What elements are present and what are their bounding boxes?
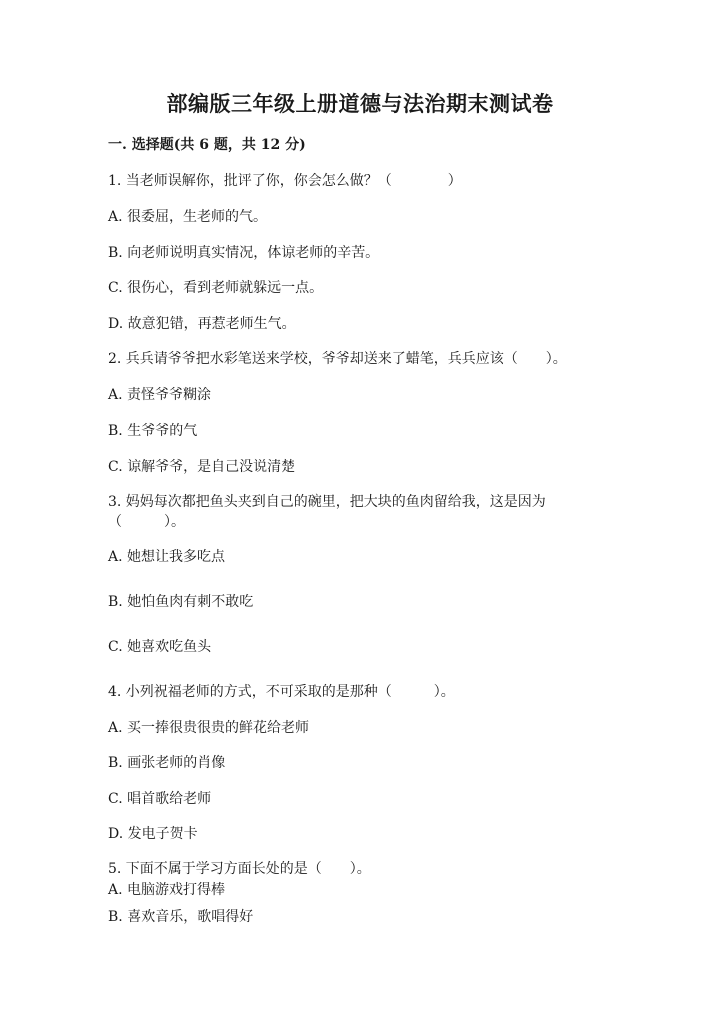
question-3-option-a: A. 她想让我多吃点 — [108, 549, 226, 565]
question-2-stem: 2. 兵兵请爷爷把水彩笔送来学校，爷爷却送来了蜡笔，兵兵应该（ ）。 — [108, 351, 567, 367]
question-4-option-b: B. 画张老师的肖像 — [108, 755, 226, 771]
question-4-option-a: A. 买一捧很贵很贵的鲜花给老师 — [108, 720, 310, 736]
question-4-option-c: C. 唱首歌给老师 — [108, 791, 212, 807]
question-1-option-a: A. 很委屈，生老师的气。 — [108, 209, 268, 225]
question-1-option-c: C. 很伤心，看到老师就躲远一点。 — [108, 280, 324, 296]
question-2-option-c: C. 谅解爷爷，是自己没说清楚 — [108, 459, 296, 475]
question-4-stem: 4. 小列祝福老师的方式，不可采取的是那种（ ）。 — [108, 684, 455, 700]
question-5-stem: 5. 下面不属于学习方面长处的是（ ）。 — [108, 861, 371, 877]
exam-title: 部编版三年级上册道德与法治期末测试卷 — [166, 91, 554, 116]
question-2-option-a: A. 责怪爷爷糊涂 — [108, 387, 212, 403]
question-1-option-d: D. 故意犯错，再惹老师生气。 — [108, 316, 296, 332]
question-4-option-d: D. 发电子贺卡 — [108, 826, 198, 842]
question-3-stem: 3. 妈妈每次都把鱼头夹到自己的碗里，把大块的鱼肉留给我，这是因为 — [108, 494, 546, 510]
question-1-stem: 1. 当老师误解你，批评了你，你会怎么做？（ ） — [108, 173, 462, 189]
question-2-option-b: B. 生爷爷的气 — [108, 423, 198, 439]
question-3-stem-continuation: （ ）。 — [108, 514, 185, 530]
question-5-option-b: B. 喜欢音乐，歌唱得好 — [108, 909, 254, 925]
question-3-option-b: B. 她怕鱼肉有刺不敢吃 — [108, 594, 254, 610]
question-5-option-a: A. 电脑游戏打得棒 — [108, 882, 226, 898]
question-3-option-c: C. 她喜欢吃鱼头 — [108, 639, 212, 655]
section-header: 一. 选择题(共 6 题，共 12 分) — [108, 137, 306, 153]
question-1-option-b: B. 向老师说明真实情况，体谅老师的辛苦。 — [108, 245, 380, 261]
